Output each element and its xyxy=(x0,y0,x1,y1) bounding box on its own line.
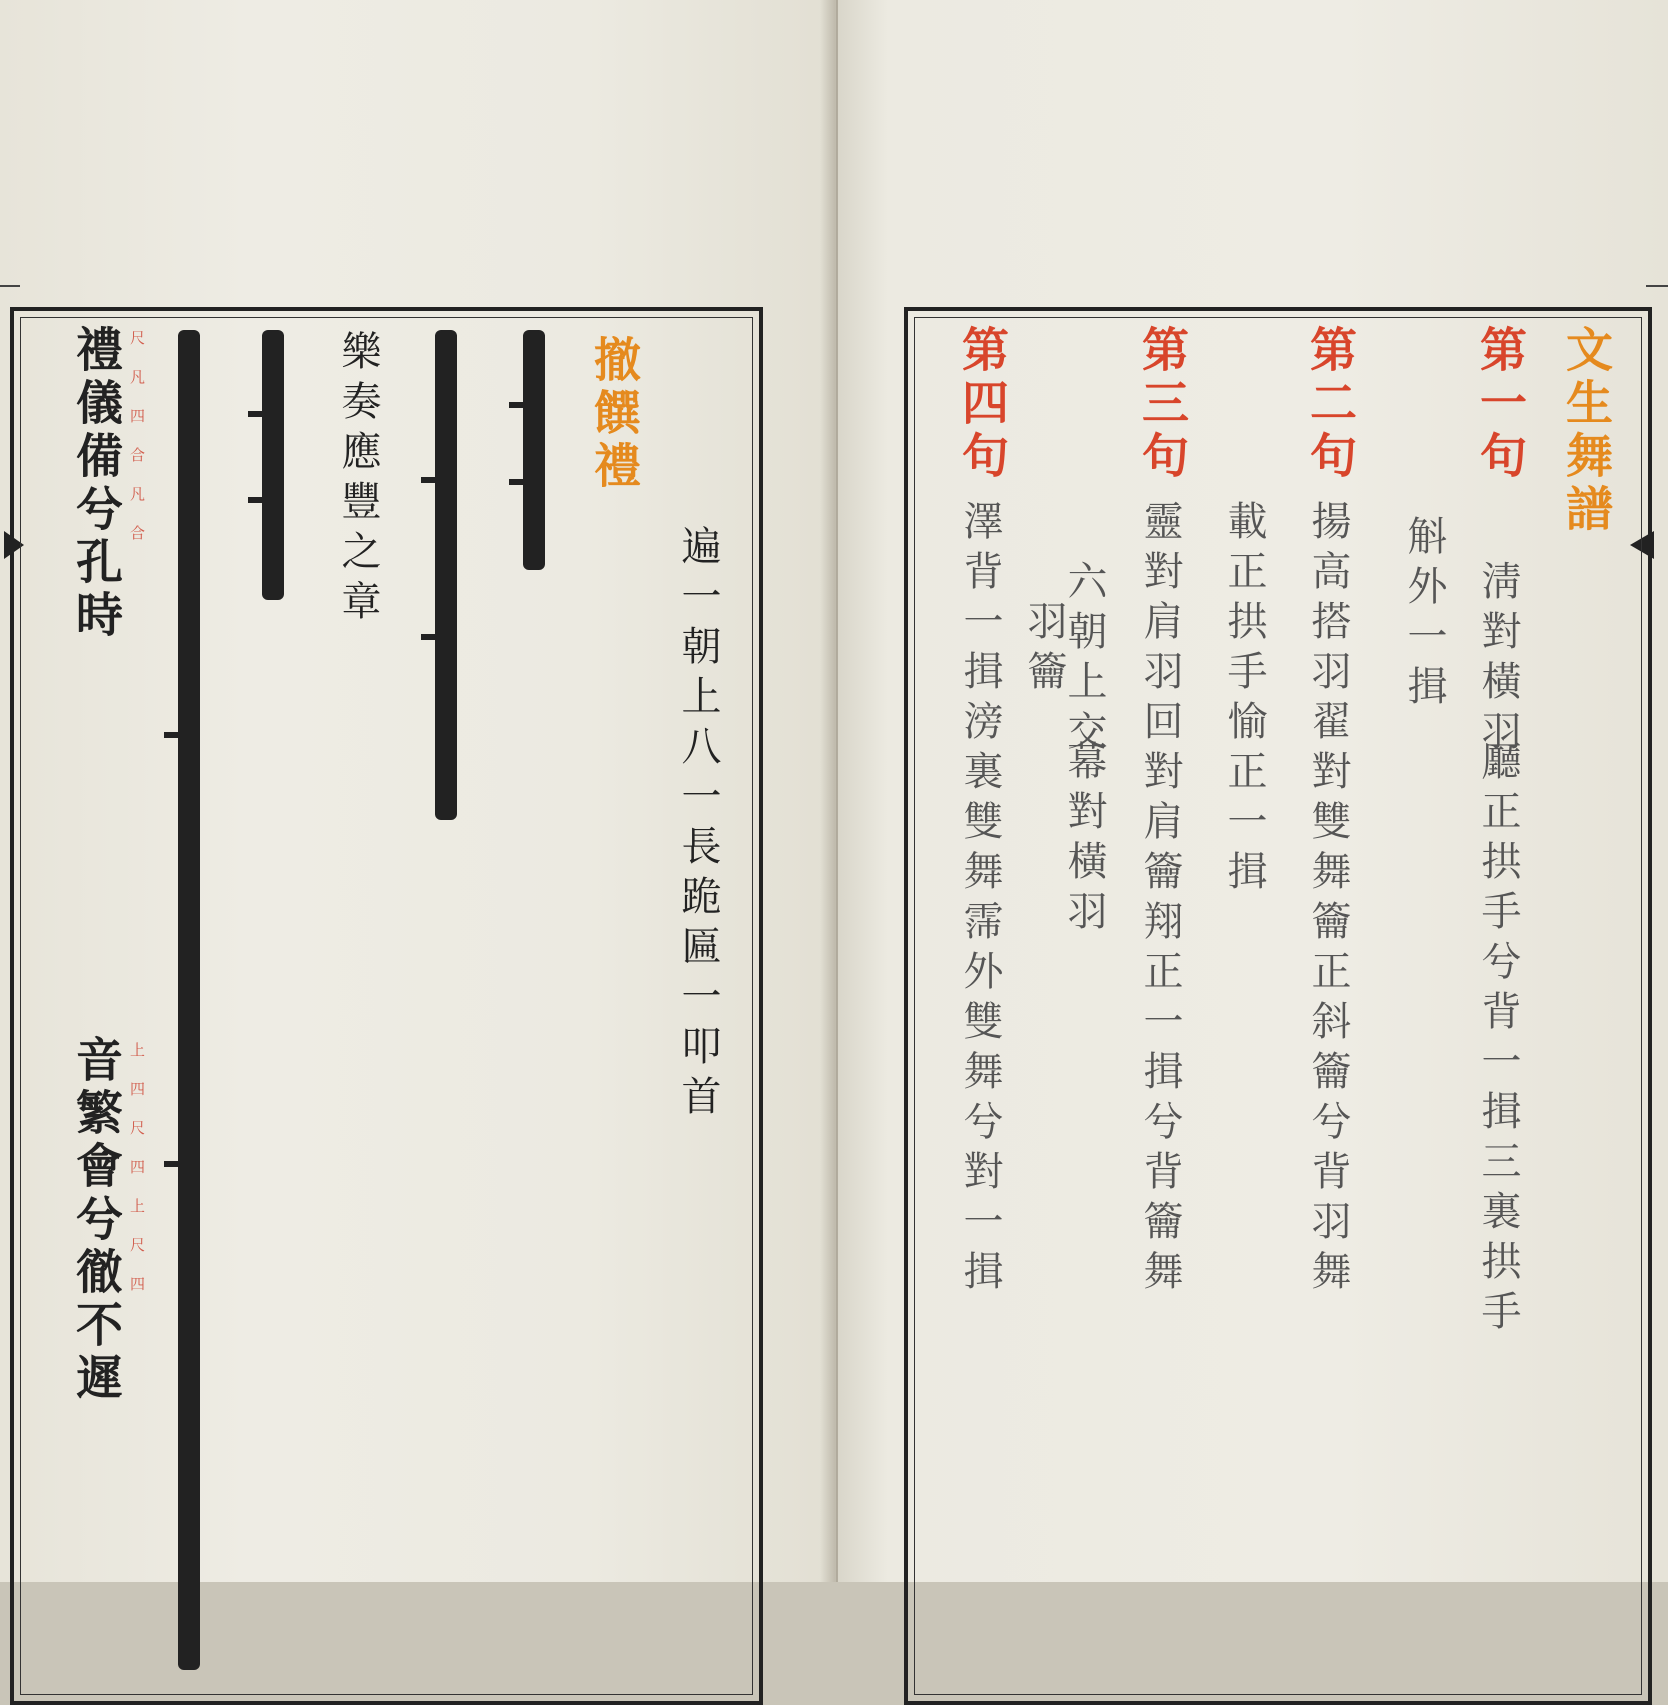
phrase-3-line-2: 六朝上交 xyxy=(1061,560,1107,760)
music-title: 樂奏應豐之章 xyxy=(335,330,381,630)
notation-line-2: 上四尺四上尺四 xyxy=(128,1042,146,1315)
phrase-1-line-3: 㕔正拱手兮背一揖三裏拱手 xyxy=(1475,740,1521,1340)
page-title: 文生舞譜 xyxy=(1558,325,1613,537)
phrase-3-line-3: 羽籥 xyxy=(1021,600,1067,700)
phrase-4-label: 第四句 xyxy=(954,325,1009,484)
manchu-script-column xyxy=(262,330,284,600)
left-page xyxy=(0,0,836,1582)
manchu-script-column xyxy=(435,330,457,820)
phrase-2-label: 第二句 xyxy=(1302,325,1357,484)
phrase-4-line-1: 澤背一揖滂裏雙舞霈外雙舞兮對一揖 xyxy=(957,500,1003,1300)
notation-line-1: 尺凡四合凡合 xyxy=(128,330,146,564)
phrase-3-label: 第三句 xyxy=(1134,325,1189,484)
binding-line xyxy=(0,285,20,287)
right-page xyxy=(838,0,1668,1582)
lyric-line-2: 音繁會兮徹不遲 xyxy=(68,1035,123,1406)
phrase-3-line-1: 靈對肩羽回對肩籥翔正一揖兮背籥舞 xyxy=(1137,500,1183,1300)
phrase-2-line-2: 載正拱手愉正一揖 xyxy=(1221,500,1267,900)
binding-line xyxy=(1646,285,1668,287)
ritual-instruction: 遍一朝上八一長跪匾一叩首 xyxy=(675,525,721,1125)
right-inner-border xyxy=(914,317,1642,1695)
manchu-script-column xyxy=(178,330,200,1670)
manchu-script-column xyxy=(523,330,545,570)
phrase-3-line-4: 幕對橫羽 xyxy=(1061,740,1107,940)
lyric-line-1: 禮儀備兮孔時 xyxy=(68,325,123,643)
phrase-1-line-2: 斛外一揖 xyxy=(1401,515,1447,715)
phrase-1-label: 第一句 xyxy=(1472,325,1527,484)
phrase-2-line-1: 揚高搭羽翟對雙舞籥正斜籥兮背羽舞 xyxy=(1305,500,1351,1300)
section-heading: 撤饌禮 xyxy=(586,335,641,494)
phrase-1-line-1: 淸對橫羽 xyxy=(1475,560,1521,760)
right-text-frame xyxy=(904,307,1652,1705)
